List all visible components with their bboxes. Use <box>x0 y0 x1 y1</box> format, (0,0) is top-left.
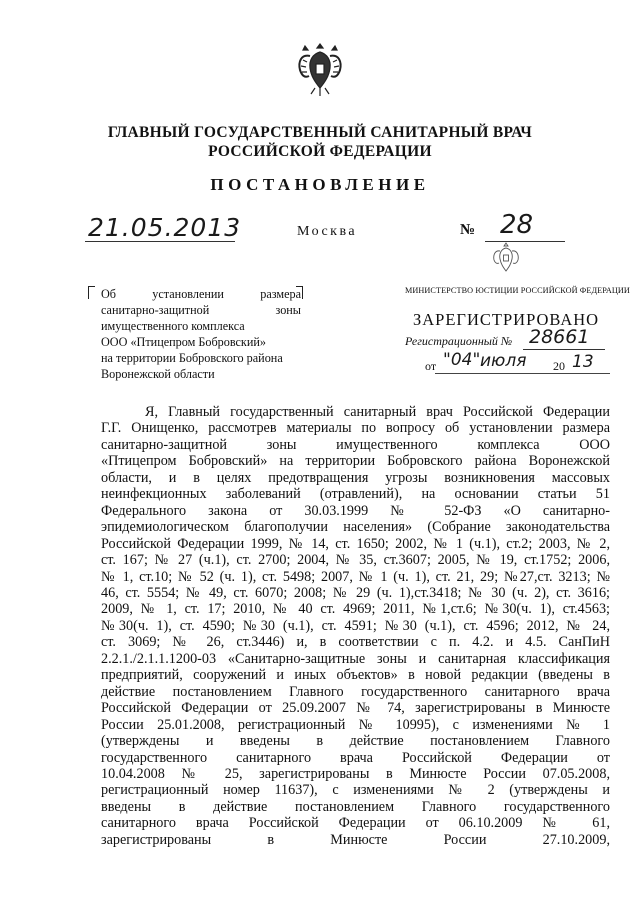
body-line: Г.Г. Онищенко, рассмотрев материалы по вопросу об установлении размера <box>101 420 610 437</box>
subject-bracket-left <box>88 286 95 299</box>
subject-line: на территории Бобровского района <box>101 351 283 366</box>
subject-line: санитарно-защитной зоны <box>101 303 301 318</box>
body-line: №30(ч. 1), ст. 4590; №30 (ч.1), ст. 4591; №30 (ч.1), ст. 4596; 2012, № 24, <box>101 617 610 634</box>
stamp-ministry: МИНИСТЕРСТВО ЮСТИЦИИ РОССИЙСКОЙ ФЕДЕРАЦИИ <box>405 286 630 295</box>
body-line: эпидемиологическом благополучии населения» (Собрание законодательства <box>101 519 610 536</box>
number-sign: № <box>460 222 476 238</box>
stamp-month: июля <box>480 351 527 371</box>
body-line: 2009, № 1, ст. 17; 2010, № 40 ст. 4969; 2011, №1,ст.6; №30(ч. 1), ст.4563; <box>101 601 610 618</box>
document-number: 28 <box>500 210 534 240</box>
stamp-day: "04" <box>443 350 481 370</box>
subject-line: ООО «Птицепром Бобровский» <box>101 335 266 350</box>
header-title-line1: ГЛАВНЫЙ ГОСУДАРСТВЕННЫЙ САНИТАРНЫЙ ВРАЧ <box>107 124 533 141</box>
body-line: 2.2.1./2.1.1.1200-03 «Санитарно-защитные зоны и санитарная классификация <box>101 650 610 667</box>
body-line: санитарно-защитной зоны имущественного комплекса ООО <box>101 436 610 453</box>
subject-line: имущественного комплекса <box>101 319 245 334</box>
body-line: регистрационный номер 11637), с изменениями № 2 (утверждены и <box>101 782 610 799</box>
body-line: Федерального закона от 30.03.1999 № 52-ФЗ «О санитарно- <box>101 502 610 519</box>
stamp-year-prefix: 20 <box>553 359 565 373</box>
body-line: ст. 167; № 27 (ч.1), ст. 2700; 2004, № 35, ст.3607; 2005, № 19, ст.1752; 2006, <box>101 552 610 569</box>
subject-line: Об установлении размера <box>101 287 301 301</box>
body-line: 46, ст. 5554; № 49, ст. 6070; 2008; № 29 (ч. 1),ст.3418; № 30 (ч. 2), ст. 3616; <box>101 584 610 601</box>
subject-line: Воронежской области <box>101 367 215 382</box>
body-line: ст. 3069; № 26, ст.3446) и, в соответствии с п. 4.2. и 4.5. СанПиН <box>101 634 610 651</box>
body-line: Российской Федерации 1999, № 14, ст. 1650; 2002, № 1 (ч.1), ст.2; 2003, № 2, <box>101 535 610 552</box>
body-line: действие постановлением Главного государственного санитарного врача <box>101 683 610 700</box>
stamp-reg-label: Регистрационный № <box>405 334 513 348</box>
body-line: государственного санитарного врача Российской Федерации от <box>101 749 610 766</box>
document-date: 21.05.2013 <box>88 213 242 242</box>
body-text <box>101 404 610 848</box>
subject-block <box>101 286 301 383</box>
stamp-from-label: от <box>425 359 437 373</box>
header-title-line2: РОССИЙСКОЙ ФЕДЕРАЦИИ <box>208 143 432 160</box>
body-line: России 25.01.2008, регистрационный № 10995), с изменениями № 1 <box>101 716 610 733</box>
document-type: ПОСТАНОВЛЕНИЕ <box>210 175 430 194</box>
stamp-date-underline <box>435 373 610 374</box>
body-line: санитарного врача Российской Федерации от 06.10.2009 № 61, <box>101 815 610 832</box>
body-line: неинфекционных заболеваний (отравлений), на основании статьи 51 <box>101 486 610 503</box>
body-line: 10.04.2008 № 25, зарегистрированы в Минюсте России 07.05.2008, <box>101 765 610 782</box>
date-underline <box>85 241 235 242</box>
body-line: Российской Федерации от 25.09.2007 № 74, зарегистрированы в Минюсте <box>101 700 610 717</box>
body-line: области, и в целях предотвращения угрозы возникновения массовых <box>101 469 610 486</box>
body-line: зарегистрированы в Минюсте России 27.10.2009, <box>101 831 610 848</box>
body-line: Я, Главный государственный санитарный врач Российской Федерации <box>145 404 610 420</box>
coat-of-arms-icon <box>295 40 345 98</box>
stamp-year-suffix: 13 <box>572 352 594 372</box>
body-line: (утверждены и введены в действие постановлением Главного <box>101 733 610 750</box>
body-line: предприятий, сооружений и иных объектов» в новой редакции (введены в <box>101 667 610 684</box>
stamp-emblem-icon <box>491 240 521 276</box>
registration-stamp <box>405 240 630 390</box>
stamp-reg-number: 28661 <box>529 326 590 348</box>
body-line: № 1, ст.10; № 52 (ч. 1), ст. 5498; 2007, № 1 (ч. 1), ст. 21, 29; №27,ст. 3213; № <box>101 568 610 585</box>
body-line: «Птицепром Бобровский» на территории Бобровского района Воронежской <box>101 453 610 470</box>
document-city: Москва <box>297 224 358 239</box>
body-line: введены в действие постановлением Главного государственного <box>101 798 610 815</box>
stamp-reg-underline <box>523 349 605 350</box>
stamp-registered: ЗАРЕГИСТРИРОВАНО <box>413 310 600 329</box>
